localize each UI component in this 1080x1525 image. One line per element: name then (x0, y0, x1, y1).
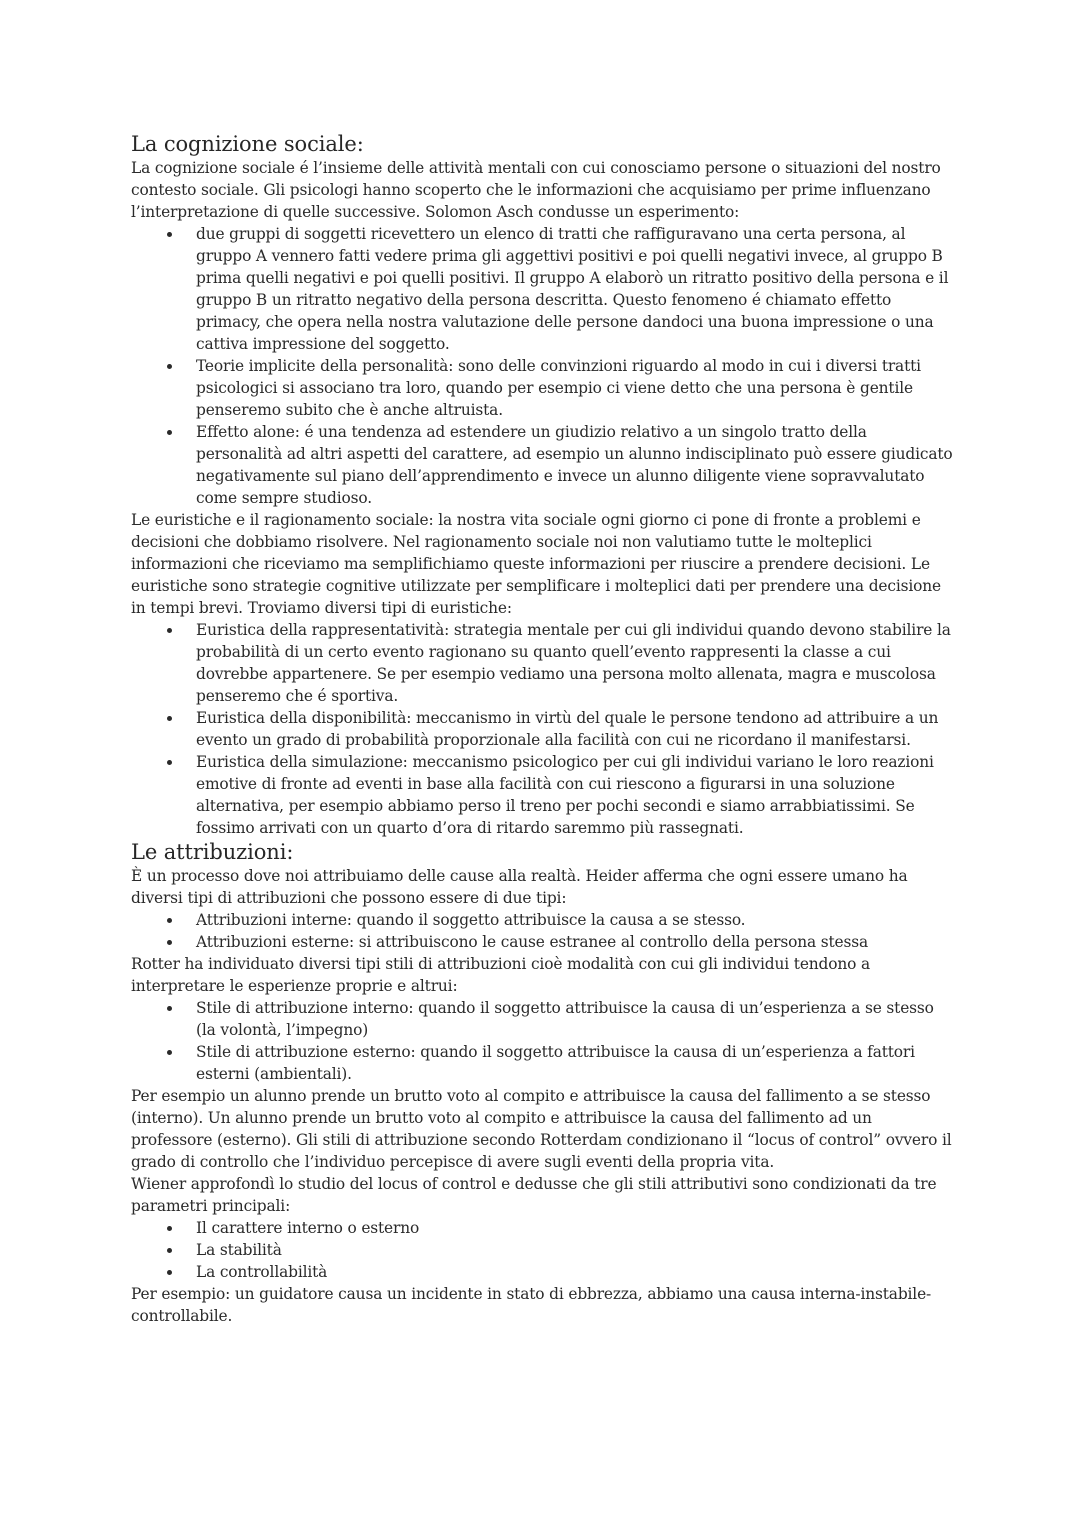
list-item (196, 931, 953, 953)
list-item (196, 997, 953, 1041)
bullet-icon (167, 1050, 172, 1055)
bullet-icon (167, 628, 172, 633)
bullet-icon (167, 940, 172, 945)
bullet-icon (167, 1226, 172, 1231)
bullet-icon (167, 716, 172, 721)
list-item (196, 355, 953, 421)
list-item (196, 1217, 953, 1239)
list-item-text: La controllabilità (196, 1263, 328, 1281)
list-item-text: Attribuzioni esterne: si attribuiscono le cause estranee al controllo della persona stessa (196, 933, 868, 951)
paragraph: Per esempio un alunno prende un brutto voto al compito e attribuisce la causa del fallimento a se stesso (interno). Un alunno prende un brutto voto al compito e attribuisce la causa del fallimento ad un professore (esterno). Gli stili di attribuzione secondo Rotterdam condizionano il “locus of control” ovvero il grado di controllo che l’individuo percepisce di avere sugli eventi della propria vita. (131, 1087, 952, 1171)
section-heading-cognizione-sociale: La cognizione sociale: (131, 132, 364, 156)
list-item (196, 223, 953, 355)
list-item (196, 421, 953, 509)
bullet-list (131, 223, 953, 509)
list-item-text: Teorie implicite della personalità: sono delle convinzioni riguardo al modo in cui i diversi tratti psicologici si associano tra loro, quando per esempio ci viene detto che una persona è gentile penseremo subito che è anche altruista. (196, 357, 921, 419)
paragraph: La cognizione sociale é l’insieme delle attività mentali con cui conosciamo persone o situazioni del nostro contesto sociale. Gli psicologi hanno scoperto che le informazioni che acquisiamo per prime influenzano l’interpretazione di quelle successive. Solomon Asch condusse un esperimento: (131, 159, 941, 221)
list-item-text: Attribuzioni interne: quando il soggetto attribuisce la causa a se stesso. (196, 911, 746, 929)
list-item (196, 909, 953, 931)
list-item-text: Effetto alone: é una tendenza ad estendere un giudizio relativo a un singolo tratto della personalità ad altri aspetti del carattere, ad esempio un alunno indisciplinato può essere giudicato negativamente sul piano dell’apprendimento e invece un alunno diligente viene sopravvalutato come sempre studioso. (196, 423, 953, 507)
bullet-icon (167, 918, 172, 923)
paragraph: È un processo dove noi attribuiamo delle cause alla realtà. Heider afferma che ogni essere umano ha diversi tipi di attribuzioni che possono essere di due tipi: (131, 867, 908, 907)
bullet-icon (167, 430, 172, 435)
paragraph: Le euristiche e il ragionamento sociale: la nostra vita sociale ogni giorno ci pone di fronte a problemi e decisioni che dobbiamo risolvere. Nel ragionamento sociale noi non valutiamo tutte le molteplici informazioni che riceviamo ma semplifichiamo queste informazioni per riuscire a prendere decisioni. Le euristiche sono strategie cognitive utilizzate per semplificare i molteplici dati per prendere una decisione in tempi brevi. Troviamo diversi tipi di euristiche: (131, 511, 941, 617)
bullet-icon (167, 232, 172, 237)
bullet-list (131, 997, 953, 1085)
list-item (196, 751, 953, 839)
list-item-text: Euristica della disponibilità: meccanismo in virtù del quale le persone tendono ad attribuire a un evento un grado di probabilità proporzionale alla facilità con cui ne ricordano il manifestarsi. (196, 709, 939, 749)
list-item-text: Stile di attribuzione interno: quando il soggetto attribuisce la causa di un’esperienza a se stesso (la volontà, l’impegno) (196, 999, 934, 1039)
list-item (196, 1041, 953, 1085)
list-item-text: due gruppi di soggetti ricevettero un elenco di tratti che raffiguravano una certa persona, al gruppo A vennero fatti vedere prima gli aggettivi positivi e poi quelli negativi invece, al gruppo B prima quelli negativi e poi quelli positivi. Il gruppo A elaborò un ritratto positivo della persona e il gruppo B un ritratto negativo della persona descritta. Questo fenomeno é chiamato effetto primacy, che opera nella nostra valutazione delle persone dandoci una buona impressione o una cattiva impressione del soggetto. (196, 225, 949, 353)
bullet-list (131, 1217, 953, 1283)
document-body (131, 131, 953, 1327)
list-item (196, 1239, 953, 1261)
section-heading-attribuzioni: Le attribuzioni: (131, 840, 294, 864)
list-item-text: Euristica della rappresentatività: strategia mentale per cui gli individui quando devono stabilire la probabilità di un certo evento ragionano su quanto quell’evento rappresenti la classe a cui dovrebbe appartenere. Se per esempio vediamo una persona molto allenata, magra e muscolosa penseremo che é sportiva. (196, 621, 951, 705)
bullet-icon (167, 364, 172, 369)
list-item (196, 1261, 953, 1283)
bullet-icon (167, 1006, 172, 1011)
list-item (196, 619, 953, 707)
list-item-text: Stile di attribuzione esterno: quando il soggetto attribuisce la causa di un’esperienza a fattori esterni (ambientali). (196, 1043, 915, 1083)
bullet-icon (167, 1270, 172, 1275)
list-item-text: Il carattere interno o esterno (196, 1219, 420, 1237)
bullet-list (131, 619, 953, 839)
list-item (196, 707, 953, 751)
bullet-icon (167, 760, 172, 765)
list-item-text: La stabilità (196, 1241, 282, 1259)
bullet-icon (167, 1248, 172, 1253)
bullet-list (131, 909, 953, 953)
paragraph: Rotter ha individuato diversi tipi stili di attribuzioni cioè modalità con cui gli individui tendono a interpretare le esperienze proprie e altrui: (131, 955, 871, 995)
list-item-text: Euristica della simulazione: meccanismo psicologico per cui gli individui variano le loro reazioni emotive di fronte ad eventi in base alla facilità con cui riescono a figurarsi in una soluzione alternativa, per esempio abbiamo perso il treno per pochi secondi e siamo arrabbiatissimi. Se fossimo arrivati con un quarto d’ora di ritardo saremmo più rassegnati. (196, 753, 934, 837)
paragraph: Per esempio: un guidatore causa un incidente in stato di ebbrezza, abbiamo una causa interna-instabile-controllabile. (131, 1285, 932, 1325)
paragraph: Wiener approfondì lo studio del locus of control e dedusse che gli stili attributivi sono condizionati da tre parametri principali: (131, 1175, 937, 1215)
